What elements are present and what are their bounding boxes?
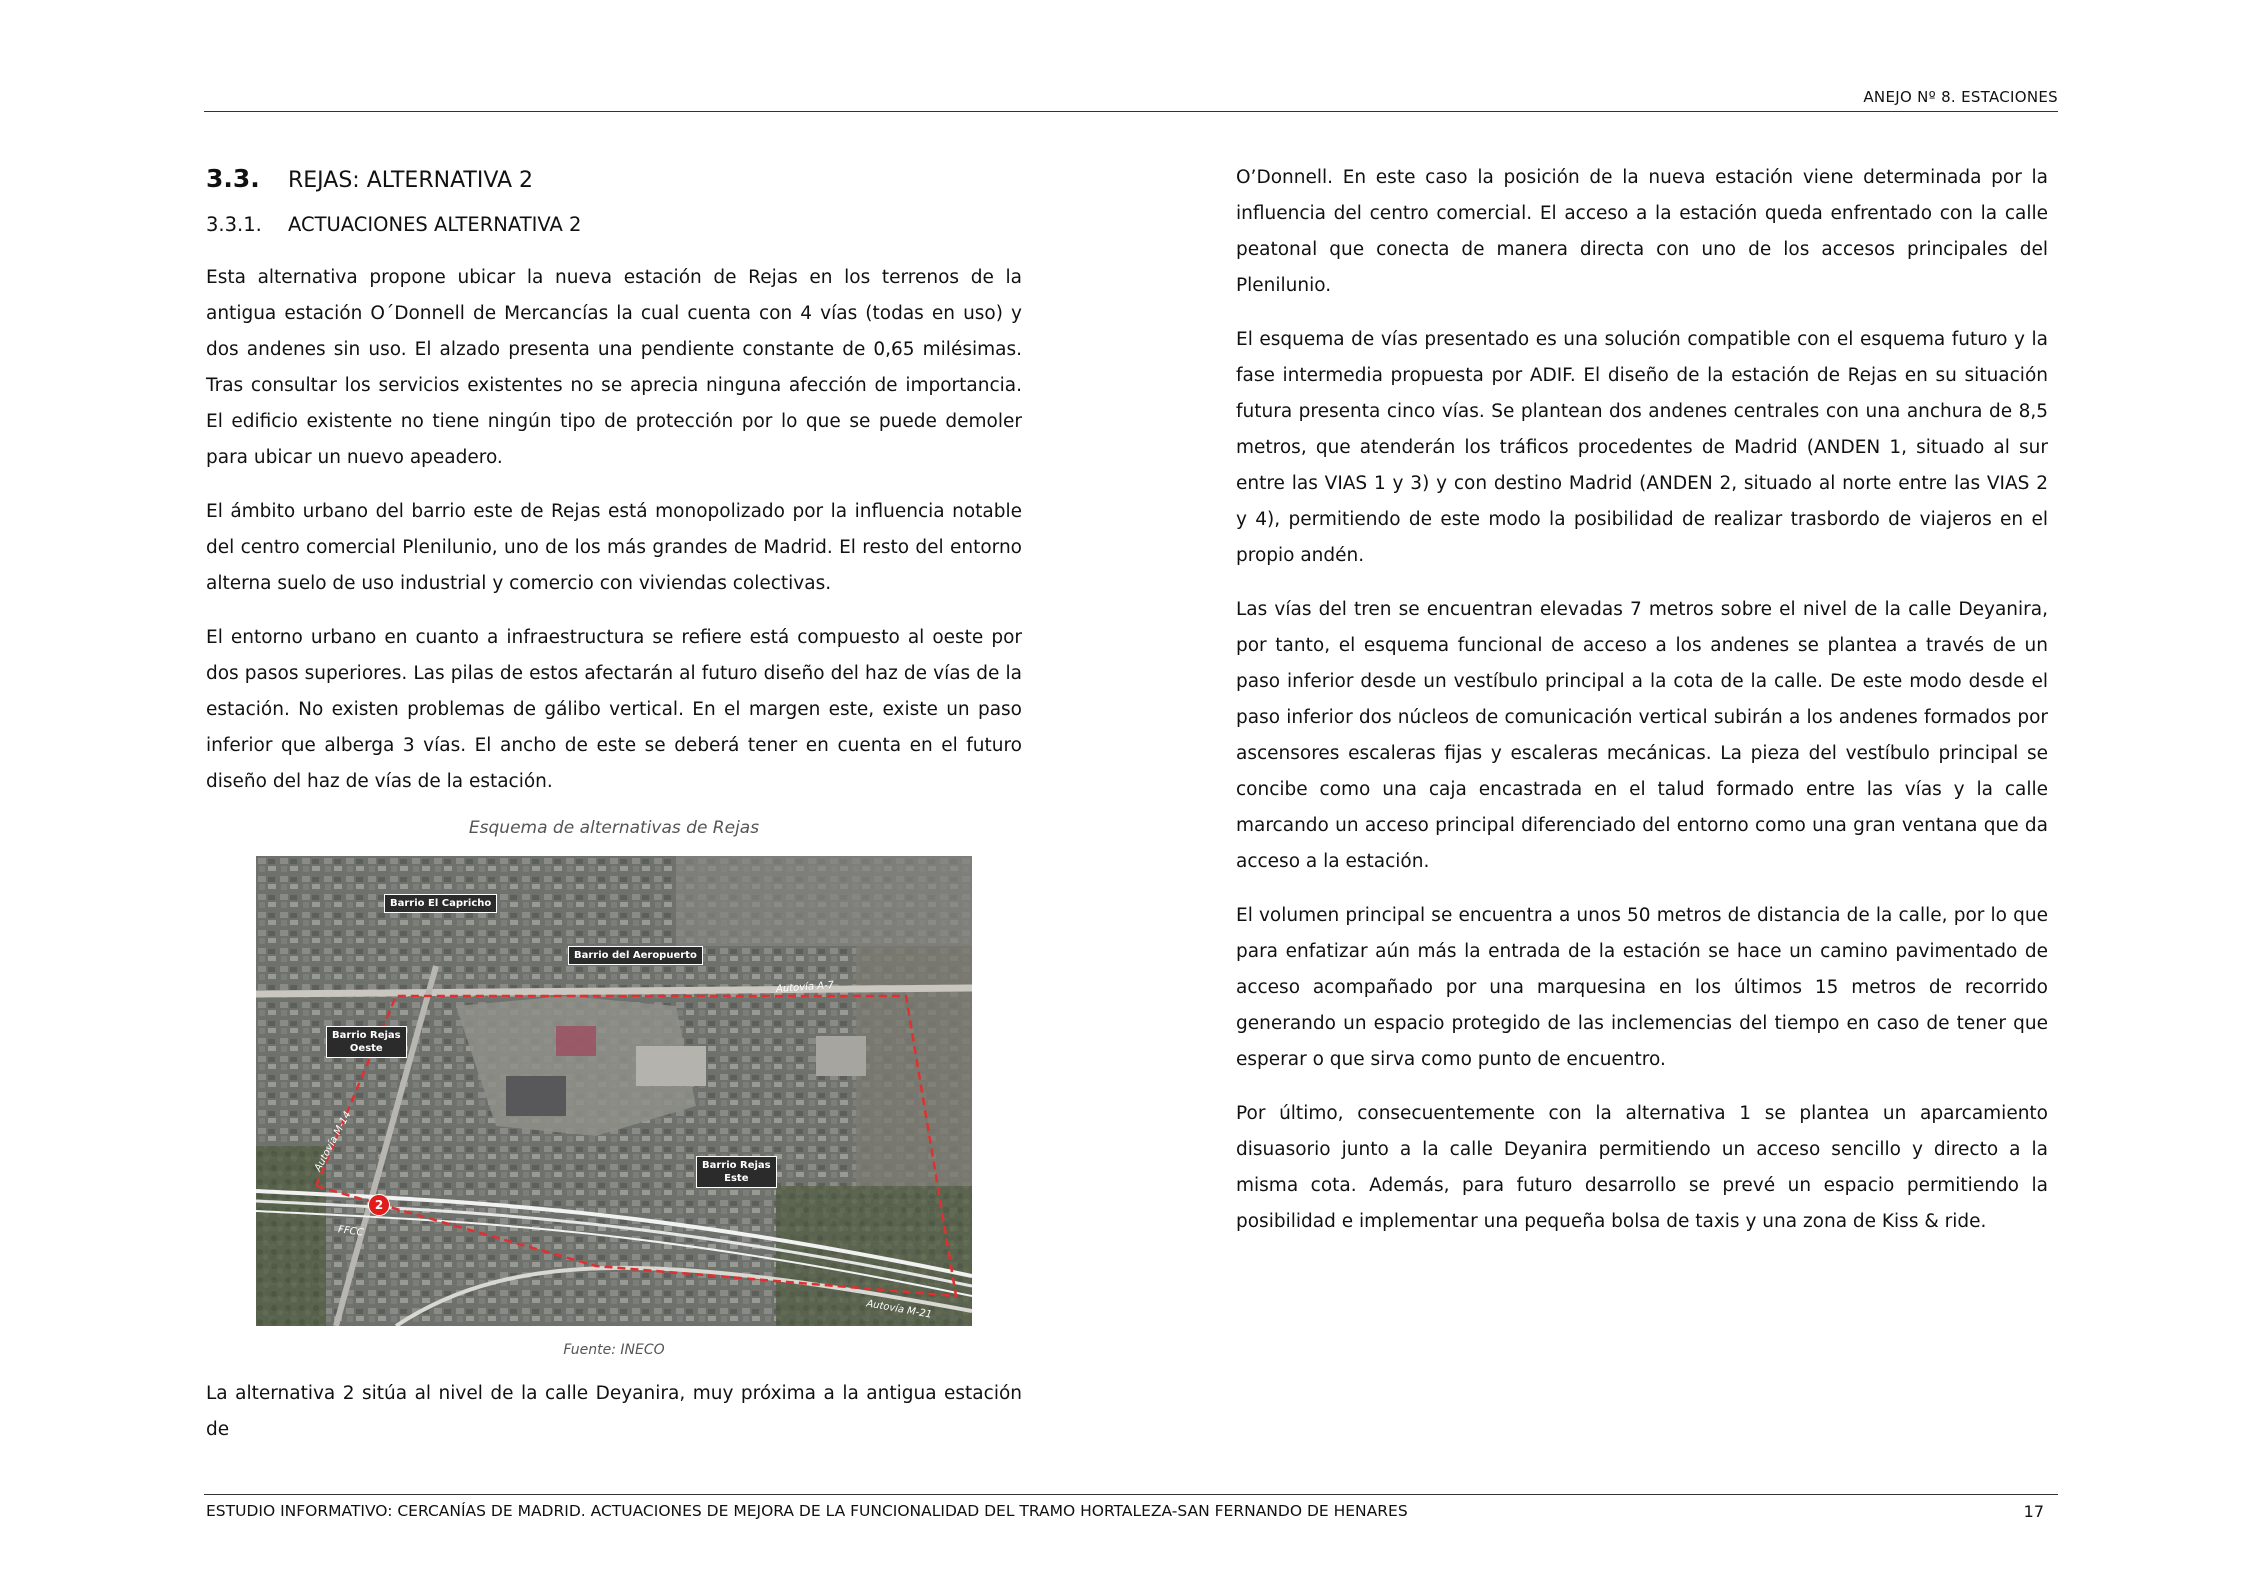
figure-source: Fuente: INECO [563,1342,665,1358]
label-ffcc: FFCC [337,1224,365,1239]
paragraph: El esquema de vías presentado es una solución compatible con el esquema futuro y la fase intermedia propuesta por ADIF. El diseño de la estación de Rejas en su situación futura presenta cinco vías. Se plantean dos andenes centrales con una anchura de 8,5 metros, que atenderán los tráficos procedentes de Madrid (ANDEN 1, situado al sur entre las VIAS 1 y 3) y con destino Madrid (ANDEN 2, situado al norte entre las VIAS 2 y 4), permitiendo de este modo la posibilidad de realizar trasbordo de viajeros en el propio andén. [1236,329,2048,566]
section-heading [206,164,1022,193]
label-autovia-a7: Autovía A-7 [775,979,835,996]
section-number: 3.3. [206,164,260,193]
aerial-map-figure [256,856,972,1326]
paragraph: El volumen principal se encuentra a unos 50 metros de distancia de la calle, por lo que para enfatizar aún más la entrada de la estación se hace un camino pavimentado de acceso acompañado por una marquesina en los últimos 15 metros de recorrido generando un espacio protegido de las inclemencias del tiempo en caso de tener que esperar o que sirva como punto de encuentro. [1236,905,2048,1070]
paragraph: Por último, consecuentemente con la alternativa 1 se plantea un aparcamiento disuasorio junto a la calle Deyanira permitiendo un acceso sencillo y directo a la misma cota. Además, para futuro desarrollo se prevé un espacio permitiendo la posibilidad e implementar una pequeña bolsa de taxis y una zona de Kiss & ride. [1236,1103,2048,1232]
subsection-heading [206,213,1022,236]
paragraph: El ámbito urbano del barrio este de Rejas está monopolizado por la influencia notable del centro comercial Plenilunio, uno de los más grandes de Madrid. El resto del entorno alterna suelo de uso industrial y comercio con viviendas colectivas. [206,501,1022,594]
page-number: 17 [2023,1502,2044,1521]
label-autovia-m14: Autovía M-14 [312,1109,354,1174]
right-column [1236,160,2048,1258]
label-barrio-el-capricho: Barrio El Capricho [384,894,497,913]
label-barrio-del-aeropuerto: Barrio del Aeropuerto [568,946,703,965]
subsection-number: 3.3.1. [206,213,262,236]
paragraph: La alternativa 2 sitúa al nivel de la calle Deyanira, muy próxima a la antigua estación de [206,1383,1022,1440]
paragraph: O’Donnell. En este caso la posición de la nueva estación viene determinada por la influencia del centro comercial. El acceso a la estación queda enfrentado con la calle peatonal que conecta de manera directa con uno de los accesos principales del Plenilunio. [1236,167,2048,296]
left-column [206,160,1022,1466]
paragraph: El entorno urbano en cuanto a infraestructura se refiere está compuesto al oeste por dos pasos superiores. Las pilas de estos afectarán al futuro diseño del haz de vías de la estación. No existen problemas de gálibo vertical. En el margen este, existe un paso inferior que alberga 3 vías. El ancho de este se deberá tener en cuenta en el futuro diseño del haz de vías de la estación. [206,627,1022,792]
label-barrio-rejas-oeste: Barrio Rejas Oeste [326,1026,407,1058]
aerial-map-image [256,856,972,1326]
running-footer: ESTUDIO INFORMATIVO: CERCANÍAS DE MADRID. ACTUACIONES DE MEJORA DE LA FUNCIONALIDAD DEL TRAMO HORTALEZA-SAN FERNANDO DE HENARES [206,1502,1408,1520]
paragraph: Esta alternativa propone ubicar la nueva estación de Rejas en los terrenos de la antigua estación O´Donnell de Mercancías la cual cuenta con 4 vías (todas en uso) y dos andenes sin uso. El alzado presenta una pendiente constante de 0,65 milésimas. Tras consultar los servicios existentes no se aprecia ninguna afección de importancia. El edificio existente no tiene ningún tipo de protección por lo que se puede demoler para ubicar un nuevo apeadero. [206,267,1022,468]
figure-caption: Esquema de alternativas de Rejas [468,818,760,838]
label-barrio-rejas-este: Barrio Rejas Este [696,1156,777,1188]
section-title: REJAS: ALTERNATIVA 2 [288,168,534,193]
subsection-title: ACTUACIONES ALTERNATIVA 2 [288,213,582,236]
footer-rule [204,1494,2058,1495]
paragraph: Las vías del tren se encuentran elevadas 7 metros sobre el nivel de la calle Deyanira, por tanto, el esquema funcional de acceso a los andenes se plantea a través de un paso inferior desde un vestíbulo principal a la cota de la calle. De este modo desde el paso inferior dos núcleos de comunicación vertical subirán a los andenes formados por ascensores escaleras fijas y escaleras mecánicas. La pieza del vestíbulo principal se concibe como una caja encastrada en el talud formado entre las vías y la calle marcando un acceso principal diferenciado del entorno como una gran ventana que da acceso a la estación. [1236,599,2048,872]
label-autovia-m21: Autovía M-21 [865,1298,933,1321]
header-rule [204,111,2058,112]
running-header: ANEJO Nº 8. ESTACIONES [1863,88,2058,106]
location-marker: 2 [368,1194,390,1216]
